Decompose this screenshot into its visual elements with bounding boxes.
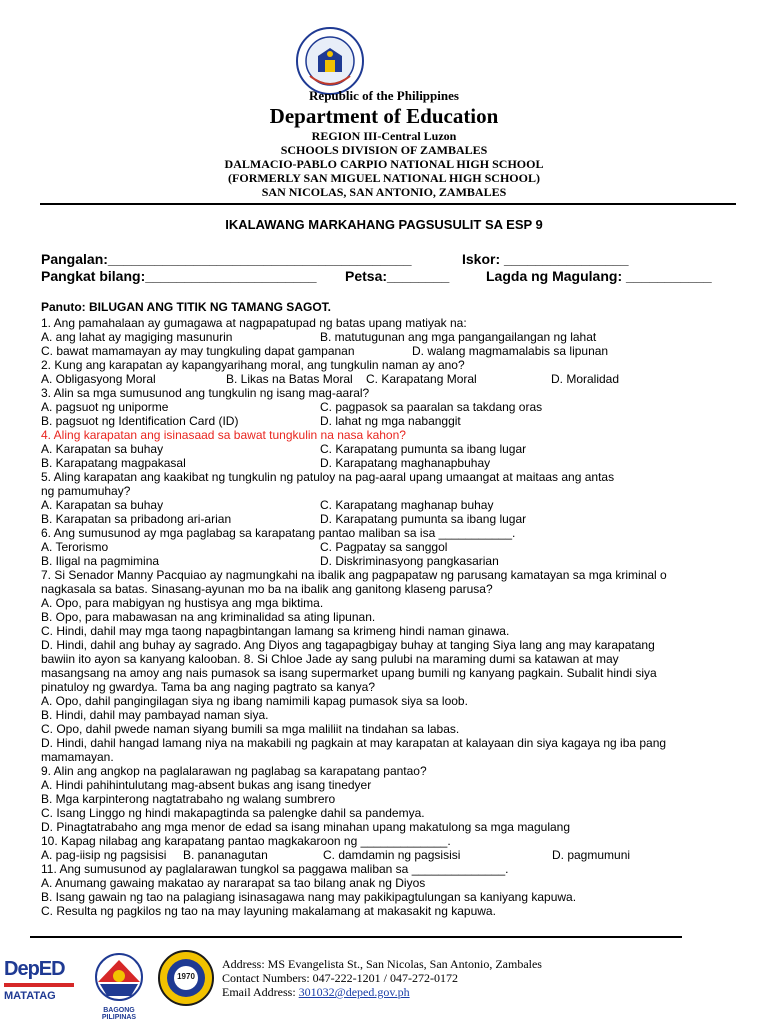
choice-4a[interactable]: A. Karapatan sa buhay (41, 442, 164, 456)
choice-10b[interactable]: B. pananagutan (183, 848, 268, 862)
choice-7d-cont-question-8: bawiin ito ayon sa kanyang kalooban. 8. Si Chloe Jade ay sang pulubi na maraming dumi sa katawan at may (41, 652, 619, 666)
footer-divider (30, 936, 682, 938)
choice-2b[interactable]: B. Likas na Batas Moral (226, 372, 353, 386)
choice-10a[interactable]: A. pag-iisip ng pagsisisi (41, 848, 167, 862)
choice-8c[interactable]: C. Opo, dahil pwede naman siyang bumili sa mga maliliit na tindahan sa labas. (41, 722, 460, 736)
question-4: 4. Aling karapatan ang isinasaad sa bawat tungkulin na nasa kahon? (41, 428, 406, 442)
choice-1a[interactable]: A. ang lahat ay magiging masunurin (41, 330, 233, 344)
question-8-cont: masangsang na amoy ang nais pumasok sa isang supermarket upang bumili ng kanyang pagkain. Subalit hindi siya (41, 666, 657, 680)
choice-9d[interactable]: D. Pinagtatrabaho ang mga menor de edad sa isang minahan upang makatulong sa mga magulang (41, 820, 571, 834)
choice-6d[interactable]: D. Diskriminasyong pangkasarian (320, 554, 499, 568)
choice-8a[interactable]: A. Opo, dahil pangingilagan siya ng ibang namimili kapag pumasok siya sa loob. (41, 694, 468, 708)
parent-signature-field[interactable]: Lagda ng Magulang: ___________ (486, 268, 712, 284)
footer-address: Address: MS Evangelista St., San Nicolas, San Antonio, Zambales (222, 957, 542, 971)
choice-5a[interactable]: A. Karapatan sa buhay (41, 498, 164, 512)
question-5: 5. Aling karapatan ang kaakibat ng tungkulin ng patuloy na pag-aaral upang umaangat at maitaas ang antas (41, 470, 615, 484)
bagong-pilipinas-text: BAGONG PILIPINAS (101, 1007, 137, 1021)
question-5-cont: ng pamumuhay? (41, 484, 131, 498)
header-divider (40, 203, 736, 205)
choice-9a[interactable]: A. Hindi pahihintulutang mag-absent bukas ang isang tinedyer (41, 778, 372, 792)
choice-6a[interactable]: A. Terorismo (41, 540, 109, 554)
deped-matatag-logo (4, 958, 74, 1012)
choice-5c[interactable]: C. Karapatang maghanap buhay (320, 498, 494, 512)
school-logo (158, 950, 214, 1006)
question-2: 2. Kung ang karapatan ay kapangyarihang moral, ang tungkulin naman ay ano? (41, 358, 465, 372)
choice-8d[interactable]: D. Hindi, dahil hangad lamang niya na makabili ng pagkain at may karapatan at kalayaan din siya kagaya ng iba pang (41, 736, 667, 750)
matatag-logo-text: MATATAG (4, 990, 56, 1002)
bagong-pilipinas-logo (86, 952, 152, 1021)
question-8-cont-2: pinatuloy ng gwardya. Tama ba ang naging pagtrato sa kanya? (41, 680, 376, 694)
choice-5b[interactable]: B. Karapatan sa pribadong ari-arian (41, 512, 232, 526)
choice-1c[interactable]: C. bawat mamamayan ay may tungkuling dapat gampanan (41, 344, 355, 358)
choice-1d[interactable]: D. walang magmamalabis sa lipunan (412, 344, 609, 358)
choice-10d[interactable]: D. pagmumuni (552, 848, 631, 862)
question-3: 3. Alin sa mga sumusunod ang tungkulin ng isang mag-aaral? (41, 386, 370, 400)
question-10: 10. Kapag nilabag ang karapatang pantao magkakaroon ng _____________. (41, 834, 451, 848)
choice-11b[interactable]: B. Isang gawain ng tao na palagiang isinasagawa nang may pakikipagtulungan sa kaniyang kapuwa. (41, 890, 577, 904)
header-school: DALMACIO-PABLO CARPIO NATIONAL HIGH SCHOOL (224, 157, 544, 171)
choice-6c[interactable]: C. Pagpatay sa sanggol (320, 540, 448, 554)
footer-email-line (222, 985, 410, 1000)
score-field[interactable]: Iskor: ________________ (462, 251, 629, 267)
choice-3a[interactable]: A. pagsuot ng uniporme (41, 400, 169, 414)
header-region: REGION III-Central Luzon (311, 129, 457, 143)
footer-email-link[interactable]: 301032@deped.gov.ph (298, 985, 410, 999)
choice-4d[interactable]: D. Karapatang maghanapbuhay (320, 456, 491, 470)
deped-seal-logo (295, 26, 365, 96)
choice-4c[interactable]: C. Karapatang pumunta sa ibang lugar (320, 442, 527, 456)
header-location: SAN NICOLAS, SAN ANTONIO, ZAMBALES (261, 185, 507, 199)
section-field[interactable]: Pangkat bilang:______________________ (41, 268, 317, 284)
choice-5d[interactable]: D. Karapatang pumunta sa ibang lugar (320, 512, 527, 526)
choice-3d[interactable]: D. lahat ng mga nabanggit (320, 414, 461, 428)
choice-7d[interactable]: D. Hindi, dahil ang buhay ay sagrado. Ang Diyos ang tagapagbigay buhay at tanging Siya lang ang may karapatang (41, 638, 655, 652)
choice-7c[interactable]: C. Hindi, dahil may mga taong napagbintangan lamang sa krimeng hindi naman ginawa. (41, 624, 510, 638)
choice-8d-cont: mamamayan. (41, 750, 114, 764)
choice-3c[interactable]: C. pagpasok sa paaralan sa takdang oras (320, 400, 543, 414)
choice-10c[interactable]: C. damdamin ng pagsisisi (323, 848, 461, 862)
choice-2d[interactable]: D. Moralidad (551, 372, 620, 386)
choice-7b[interactable]: B. Opo, para mabawasan na ang kriminalidad sa ating lipunan. (41, 610, 376, 624)
exam-title: IKALAWANG MARKAHANG PAGSUSULIT SA ESP 9 (225, 217, 543, 232)
header-formerly: (FORMERLY SAN MIGUEL NATIONAL HIGH SCHOOL) (228, 171, 540, 185)
header-republic: Republic of the Philippines (309, 88, 459, 103)
choice-6b[interactable]: B. Iligal na pagmimina (41, 554, 160, 568)
question-1: 1. Ang pamahalaan ay gumagawa at nagpapatupad ng batas upang matiyak na: (41, 316, 467, 330)
school-logo-year: 1970 (177, 972, 195, 981)
footer-email-label: Email Address: (222, 985, 299, 999)
choice-11c[interactable]: C. Resulta ng pagkilos ng tao na may layuning makalamang at makasakit ng kapuwa. (41, 904, 496, 918)
choice-2c[interactable]: C. Karapatang Moral (366, 372, 477, 386)
choice-8b[interactable]: B. Hindi, dahil may pambayad naman siya. (41, 708, 269, 722)
question-7: 7. Si Senador Manny Pacquiao ay nagmungkahi na ibalik ang pagpapataw ng parusang kamatayan sa mga kriminal o (41, 568, 667, 582)
choice-4b[interactable]: B. Karapatang magpakasal (41, 456, 186, 470)
choice-7a[interactable]: A. Opo, para mabigyan ng hustisya ang mga biktima. (41, 596, 324, 610)
directions: Panuto: BILUGAN ANG TITIK NG TAMANG SAGOT. (41, 300, 331, 314)
date-field[interactable]: Petsa:________ (345, 268, 450, 284)
choice-2a[interactable]: A. Obligasyong Moral (41, 372, 156, 386)
choice-1b[interactable]: B. matutugunan ang mga pangangailangan ng lahat (320, 330, 597, 344)
question-9: 9. Alin ang angkop na paglalarawan ng paglabag sa karapatang pantao? (41, 764, 427, 778)
choice-9b[interactable]: B. Mga karpinterong nagtatrabaho ng walang sumbrero (41, 792, 336, 806)
question-7-cont: nagkasala sa batas. Sinasang-ayunan mo ba na ibalik ang ganitong klaseng parusa? (41, 582, 493, 596)
header-department: Department of Education (269, 104, 499, 128)
footer-contact: Contact Numbers: 047-222-1201 / 047-272-0172 (222, 971, 458, 985)
choice-3b[interactable]: B. pagsuot ng Identification Card (ID) (41, 414, 239, 428)
deped-logo-text: DepED (4, 958, 65, 980)
question-11: 11. Ang sumusunod ay paglalarawan tungkol sa paggawa maliban sa ______________. (41, 862, 509, 876)
choice-9c[interactable]: C. Isang Linggo ng hindi makapagtinda sa palengke dahil sa pandemya. (41, 806, 425, 820)
name-field[interactable]: Pangalan:_______________________________________ (41, 251, 412, 267)
question-6: 6. Ang sumusunod ay mga paglabag sa karapatang pantao maliban sa isa ___________. (41, 526, 516, 540)
header-division: SCHOOLS DIVISION OF ZAMBALES (280, 143, 488, 157)
choice-11a[interactable]: A. Anumang gawaing makatao ay nararapat sa tao bilang anak ng Diyos (41, 876, 426, 890)
